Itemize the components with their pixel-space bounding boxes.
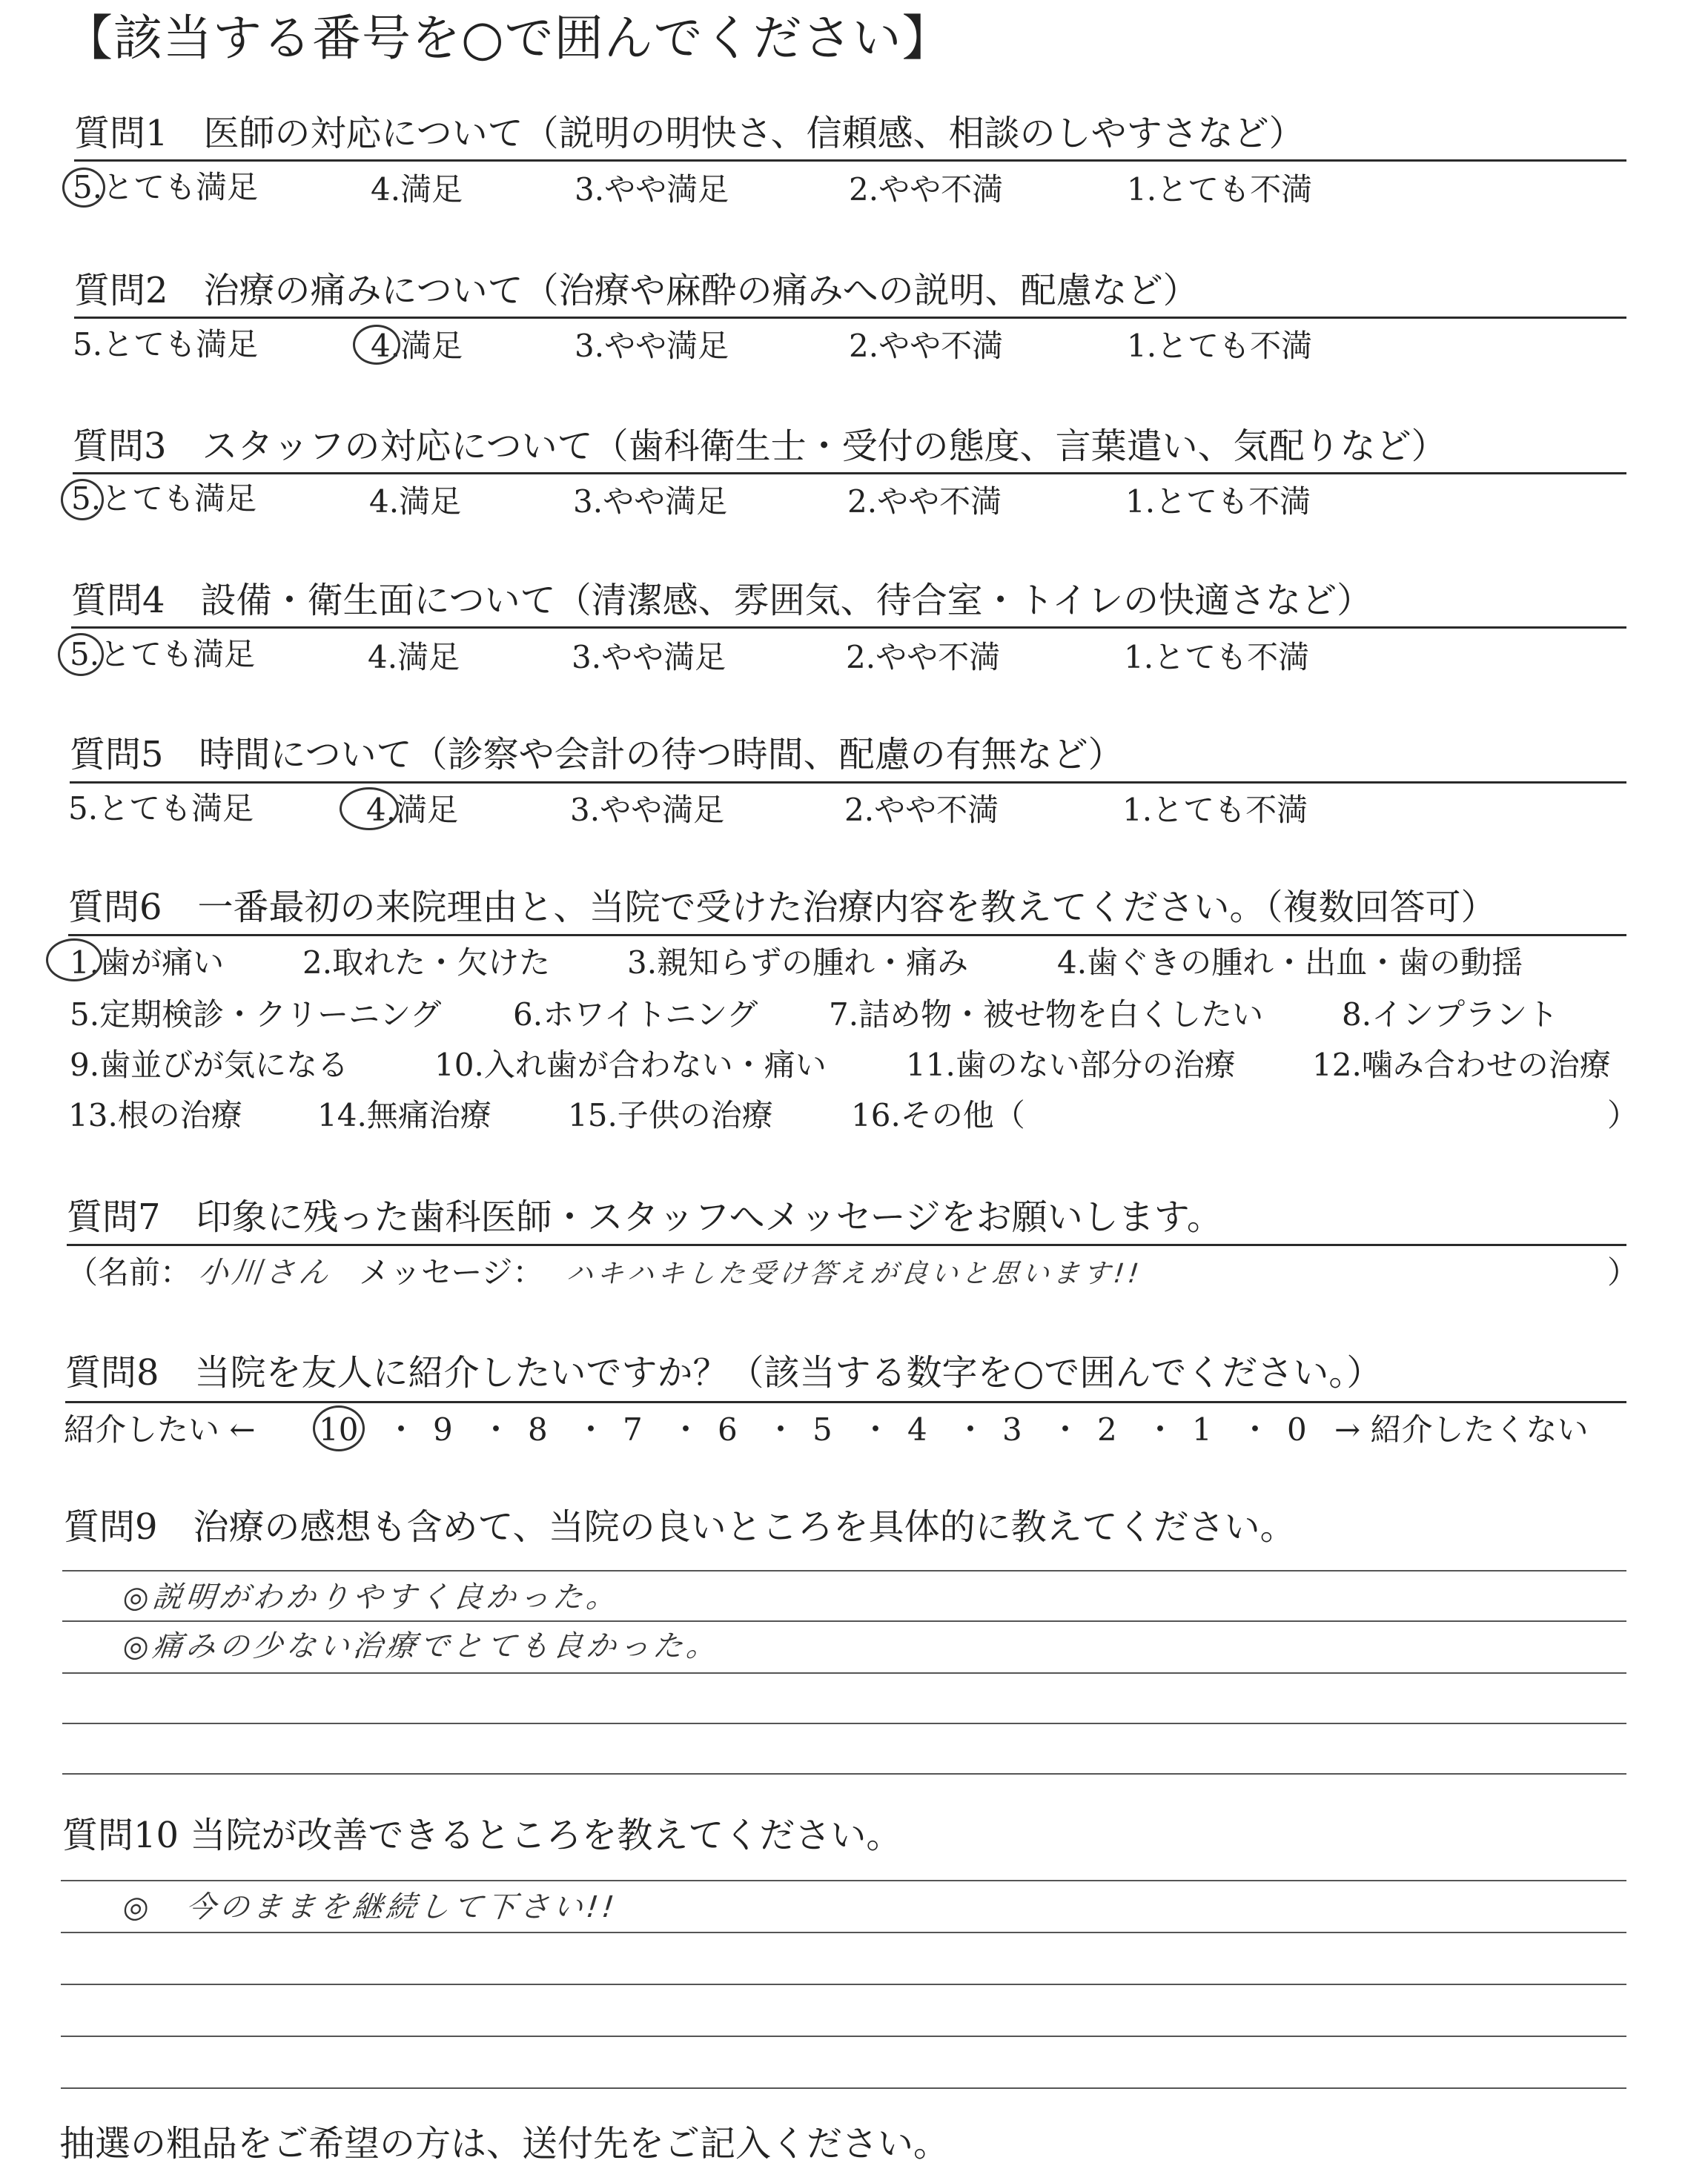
q6-option-16-close-paren: ） bbox=[1607, 1097, 1639, 1133]
question-7-title: 質問7 印象に残った歯科医師・スタッフへメッセージをお願いします。 bbox=[67, 1196, 1222, 1238]
q10-answer-line bbox=[61, 2036, 1626, 2037]
q10-answer-line bbox=[61, 1984, 1626, 1985]
footer-instruction: 抽選の粗品をご希望の方は、送付先をご記入ください。 bbox=[59, 2123, 950, 2165]
q8-score-10[interactable]: 10 bbox=[319, 1411, 359, 1448]
q9-answer-line bbox=[62, 1723, 1626, 1724]
q4-option-2[interactable]: 2.やや不満 bbox=[846, 639, 1001, 675]
q9-answer-line bbox=[62, 1672, 1626, 1674]
q3-option-2[interactable]: 2.やや不満 bbox=[847, 483, 1002, 520]
q4-option-3[interactable]: 3.やや満足 bbox=[572, 639, 726, 675]
q3-option-3[interactable]: 3.やや満足 bbox=[573, 483, 728, 520]
q4-option-1[interactable]: 1.とても不満 bbox=[1124, 639, 1310, 675]
q6-option-7[interactable]: 7.詰め物・被せ物を白くしたい bbox=[829, 996, 1264, 1033]
q8-separator: ・ bbox=[385, 1411, 417, 1448]
q1-option-1[interactable]: 1.とても不満 bbox=[1127, 171, 1313, 208]
q5-option-3[interactable]: 3.やや満足 bbox=[570, 792, 725, 828]
question-6-rule bbox=[68, 934, 1626, 936]
q8-separator: ・ bbox=[1145, 1411, 1176, 1448]
q10-answer-1[interactable]: ◎ 今のままを継続して下さい!! bbox=[121, 1890, 620, 1924]
q8-left-label: 紹介したい ← bbox=[64, 1411, 256, 1448]
q2-option-5[interactable]: 5.とても満足 bbox=[73, 326, 259, 362]
q3-option-5[interactable]: 5.とても満足 bbox=[71, 480, 257, 517]
q8-separator: ・ bbox=[765, 1411, 797, 1448]
q6-option-6[interactable]: 6.ホワイトニング bbox=[513, 996, 758, 1033]
question-1-rule bbox=[74, 159, 1626, 162]
q5-option-2[interactable]: 2.やや不満 bbox=[844, 792, 999, 828]
q8-separator: ・ bbox=[955, 1411, 987, 1448]
q8-separator: ・ bbox=[1239, 1411, 1271, 1448]
question-8-title: 質問8 当院を友人に紹介したいですか？（該当する数字を○で囲んでください。） bbox=[65, 1352, 1383, 1394]
q10-answer-line bbox=[61, 1880, 1626, 1881]
question-1-title: 質問1 医師の対応について（説明の明快さ、信頼感、相談のしやすさなど） bbox=[74, 113, 1305, 154]
q8-score-0[interactable]: 0 bbox=[1287, 1411, 1307, 1448]
q6-option-14[interactable]: 14.無痛治療 bbox=[317, 1097, 491, 1133]
q5-option-5[interactable]: 5.とても満足 bbox=[68, 790, 254, 827]
q3-option-1[interactable]: 1.とても不満 bbox=[1125, 483, 1311, 520]
question-8-rule bbox=[65, 1401, 1626, 1403]
q8-score-6[interactable]: 6 bbox=[718, 1411, 738, 1448]
q7-message-value[interactable]: ハキハキした受け答えが良いと思います!! bbox=[564, 1259, 1145, 1289]
q1-option-2[interactable]: 2.やや不満 bbox=[849, 171, 1004, 208]
question-10-title: 質問10 当院が改善できるところを教えてください。 bbox=[62, 1815, 902, 1856]
q8-score-3[interactable]: 3 bbox=[1002, 1411, 1022, 1448]
question-7-rule bbox=[67, 1244, 1626, 1246]
question-2-rule bbox=[74, 317, 1626, 319]
q5-option-4[interactable]: 4.満足 bbox=[366, 792, 459, 828]
question-3-rule bbox=[73, 472, 1626, 474]
q6-option-16[interactable]: 16.その他（ bbox=[851, 1097, 1025, 1133]
question-6-title: 質問6 一番最初の来院理由と、当院で受けた治療内容を教えてください。（複数回答可） bbox=[68, 887, 1497, 928]
page-title: 【該当する番号を○で囲んでください】 bbox=[64, 10, 952, 67]
q8-score-1[interactable]: 1 bbox=[1192, 1411, 1212, 1448]
q9-answer-line bbox=[62, 1570, 1626, 1571]
q9-answer-line bbox=[62, 1773, 1626, 1775]
q6-option-11[interactable]: 11.歯のない部分の治療 bbox=[906, 1047, 1236, 1083]
q8-score-9[interactable]: 9 bbox=[433, 1411, 453, 1448]
q8-score-4[interactable]: 4 bbox=[907, 1411, 927, 1448]
question-5-rule bbox=[70, 781, 1626, 784]
question-4-title: 質問4 設備・衛生面について（清潔感、雰囲気、待合室・トイレの快適さなど） bbox=[71, 580, 1373, 621]
q6-option-2[interactable]: 2.取れた・欠けた bbox=[302, 944, 551, 981]
q1-option-3[interactable]: 3.やや満足 bbox=[575, 171, 729, 208]
q2-option-4[interactable]: 4.満足 bbox=[371, 328, 463, 364]
q3-option-4[interactable]: 4.満足 bbox=[369, 483, 462, 520]
question-3-title: 質問3 スタッフの対応について（歯科衛生士・受付の態度、言葉遣い、気配りなど） bbox=[73, 425, 1447, 467]
q6-option-9[interactable]: 9.歯並びが気になる bbox=[70, 1047, 349, 1083]
q6-option-4[interactable]: 4.歯ぐきの腫れ・出血・歯の動揺 bbox=[1057, 944, 1523, 981]
q10-answer-line bbox=[61, 1932, 1626, 1933]
q9-answer-1[interactable]: ◎説明がわかりやすく良かった。 bbox=[121, 1580, 622, 1614]
q1-option-5[interactable]: 5.とても満足 bbox=[73, 169, 259, 205]
q7-message-prefix: メッセージ： bbox=[359, 1254, 544, 1291]
question-4-rule bbox=[71, 626, 1626, 629]
q6-option-15[interactable]: 15.子供の治療 bbox=[568, 1097, 773, 1133]
q2-option-3[interactable]: 3.やや満足 bbox=[575, 328, 729, 364]
q6-option-13[interactable]: 13.根の治療 bbox=[68, 1097, 242, 1133]
q5-option-1[interactable]: 1.とても不満 bbox=[1122, 792, 1308, 828]
q8-score-7[interactable]: 7 bbox=[623, 1411, 643, 1448]
q7-close-paren: ） bbox=[1607, 1254, 1639, 1291]
q6-option-5[interactable]: 5.定期検診・クリーニング bbox=[70, 996, 442, 1033]
q2-option-2[interactable]: 2.やや不満 bbox=[849, 328, 1004, 364]
q8-score-5[interactable]: 5 bbox=[812, 1411, 833, 1448]
q6-option-3[interactable]: 3.親知らずの腫れ・痛み bbox=[627, 944, 969, 981]
q7-name-prefix: （名前： bbox=[67, 1254, 192, 1291]
q6-option-1[interactable]: 1.歯が痛い bbox=[70, 944, 225, 981]
q8-score-8[interactable]: 8 bbox=[528, 1411, 548, 1448]
q8-right-label: → 紹介したくない bbox=[1334, 1411, 1589, 1448]
q8-separator: ・ bbox=[480, 1411, 512, 1448]
q10-answer-line bbox=[61, 2087, 1626, 2089]
q6-option-12[interactable]: 12.噛み合わせの治療 bbox=[1312, 1047, 1611, 1083]
q8-separator: ・ bbox=[670, 1411, 702, 1448]
q6-option-10[interactable]: 10.入れ歯が合わない・痛い bbox=[434, 1047, 827, 1083]
q6-option-8[interactable]: 8.インプラント bbox=[1342, 996, 1559, 1033]
q4-option-4[interactable]: 4.満足 bbox=[368, 639, 460, 675]
question-9-title: 質問9 治療の感想も含めて、当院の良いところを具体的に教えてください。 bbox=[64, 1506, 1296, 1548]
q9-answer-2[interactable]: ◎痛みの少ない治療でとても良かった。 bbox=[121, 1629, 722, 1663]
q1-option-4[interactable]: 4.満足 bbox=[371, 171, 463, 208]
question-5-title: 質問5 時間について（診察や会計の待つ時間、配慮の有無など） bbox=[70, 734, 1124, 775]
q2-option-1[interactable]: 1.とても不満 bbox=[1127, 328, 1313, 364]
q7-name-value[interactable]: 小川さん bbox=[196, 1256, 334, 1290]
q4-option-5[interactable]: 5.とても満足 bbox=[70, 636, 256, 672]
question-2-title: 質問2 治療の痛みについて（治療や麻酔の痛みへの説明、配慮など） bbox=[74, 270, 1199, 311]
q8-separator: ・ bbox=[1050, 1411, 1082, 1448]
q9-answer-line bbox=[62, 1620, 1626, 1622]
q8-separator: ・ bbox=[575, 1411, 607, 1448]
q8-separator: ・ bbox=[860, 1411, 892, 1448]
q8-score-2[interactable]: 2 bbox=[1097, 1411, 1117, 1448]
